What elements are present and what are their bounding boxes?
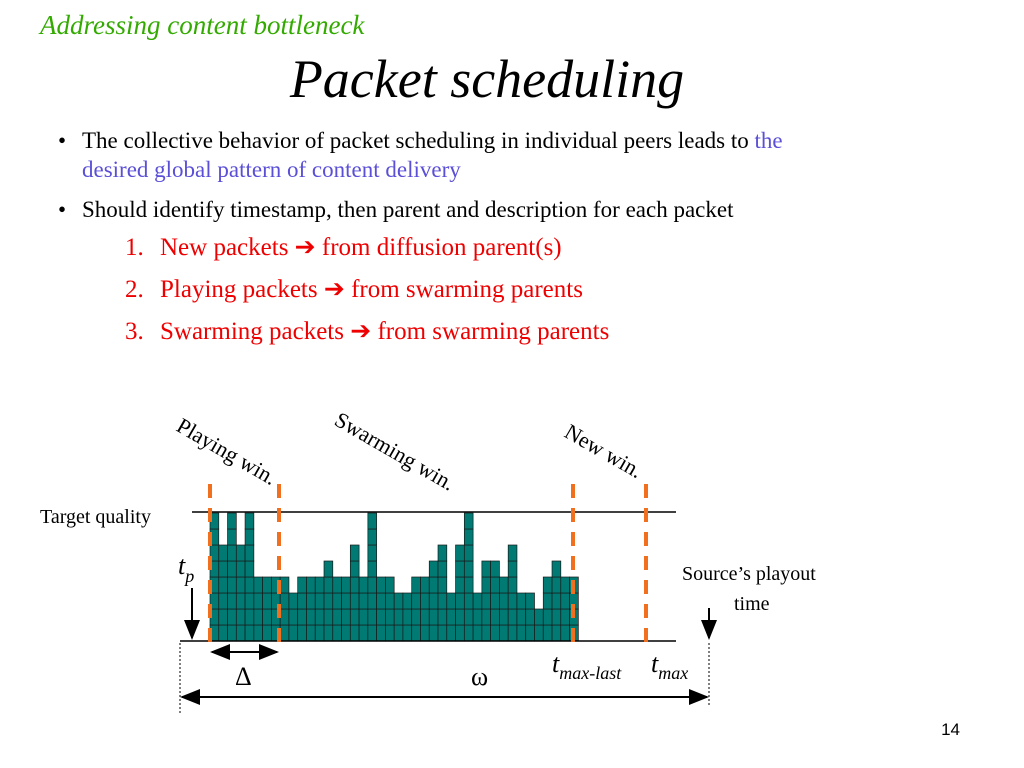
packet-block bbox=[245, 529, 254, 545]
packet-block bbox=[456, 625, 465, 641]
packet-block bbox=[350, 577, 359, 593]
packet-block bbox=[473, 609, 482, 625]
packet-block bbox=[491, 561, 500, 577]
packet-block bbox=[245, 593, 254, 609]
packet-block bbox=[464, 561, 473, 577]
packet-block bbox=[263, 609, 272, 625]
packet-block bbox=[263, 593, 272, 609]
slide-title: Packet scheduling bbox=[289, 49, 685, 109]
arrow-icon: ➔ bbox=[323, 276, 345, 303]
bullet-marker: • bbox=[58, 128, 67, 153]
packet-block bbox=[526, 625, 535, 641]
packet-block bbox=[526, 609, 535, 625]
source-playout-label-line2: time bbox=[734, 593, 770, 615]
source-playout-label-line1: Source’s playout bbox=[682, 563, 816, 585]
packet-block bbox=[517, 593, 526, 609]
item-source: New packets bbox=[160, 234, 289, 261]
item-parent: from swarming parents bbox=[377, 318, 610, 345]
packet-block bbox=[254, 625, 263, 641]
packet-block bbox=[315, 625, 324, 641]
packet-block bbox=[289, 609, 298, 625]
packet-block bbox=[333, 625, 342, 641]
packet-block bbox=[403, 593, 412, 609]
packet-block bbox=[561, 609, 570, 625]
packet-block bbox=[508, 593, 517, 609]
packet-block bbox=[429, 609, 438, 625]
playing-window-label: Playing win. bbox=[172, 412, 282, 490]
packet-block bbox=[245, 577, 254, 593]
item-parent: from diffusion parent(s) bbox=[321, 234, 562, 261]
bullet-1-text: The collective behavior of packet scheduling in individual peers leads to bbox=[82, 128, 755, 153]
item-number: 1. bbox=[125, 234, 144, 261]
tmax-last-label: $t_{max-last}$ bbox=[552, 649, 622, 683]
item-source: Playing packets bbox=[160, 276, 318, 303]
packet-block bbox=[324, 577, 333, 593]
arrow-icon: ➔ bbox=[350, 318, 372, 345]
packet-block bbox=[245, 609, 254, 625]
packet-block bbox=[508, 577, 517, 593]
packet-block bbox=[561, 593, 570, 609]
packet-block bbox=[359, 625, 368, 641]
packet-block bbox=[298, 625, 307, 641]
bullet-marker: • bbox=[58, 197, 67, 222]
packet-block bbox=[228, 609, 237, 625]
packet-block bbox=[491, 577, 500, 593]
packet-block bbox=[385, 577, 394, 593]
packet-block bbox=[245, 561, 254, 577]
packet-block bbox=[228, 513, 237, 529]
packet-block bbox=[219, 545, 228, 561]
packet-block bbox=[385, 593, 394, 609]
packet-block bbox=[298, 577, 307, 593]
packet-block bbox=[438, 609, 447, 625]
packet-block bbox=[228, 577, 237, 593]
packet-block bbox=[333, 593, 342, 609]
packet-block bbox=[219, 561, 228, 577]
item-parent: from swarming parents bbox=[351, 276, 583, 303]
packet-block bbox=[543, 625, 552, 641]
packet-block bbox=[403, 609, 412, 625]
packet-block bbox=[482, 577, 491, 593]
packet-block bbox=[508, 609, 517, 625]
packet-block bbox=[552, 577, 561, 593]
target-quality-label: Target quality bbox=[40, 506, 151, 528]
arrow-icon: ➔ bbox=[294, 234, 316, 261]
packet-block bbox=[508, 561, 517, 577]
packet-block bbox=[464, 513, 473, 529]
packet-block bbox=[429, 593, 438, 609]
item-source: Swarming packets bbox=[160, 318, 344, 345]
packet-block bbox=[526, 593, 535, 609]
packet-block bbox=[438, 593, 447, 609]
packet-block bbox=[508, 625, 517, 641]
packet-block bbox=[561, 577, 570, 593]
packet-block bbox=[342, 625, 351, 641]
packet-block bbox=[394, 609, 403, 625]
packet-block bbox=[298, 593, 307, 609]
packet-block bbox=[324, 609, 333, 625]
packet-block bbox=[412, 625, 421, 641]
item-number: 2. bbox=[125, 276, 144, 303]
packet-block bbox=[464, 593, 473, 609]
packet-block bbox=[420, 577, 429, 593]
packet-block bbox=[499, 609, 508, 625]
packet-block bbox=[254, 593, 263, 609]
packet-block bbox=[368, 577, 377, 593]
packet-block bbox=[350, 609, 359, 625]
packet-block bbox=[377, 593, 386, 609]
packet-block bbox=[245, 545, 254, 561]
packet-block bbox=[464, 577, 473, 593]
packet-block bbox=[482, 561, 491, 577]
packet-block bbox=[306, 609, 315, 625]
delta-label: Δ bbox=[235, 662, 252, 691]
packet-block bbox=[543, 593, 552, 609]
packet-block bbox=[491, 609, 500, 625]
packet-block bbox=[543, 609, 552, 625]
packet-block bbox=[359, 593, 368, 609]
packet-block bbox=[447, 625, 456, 641]
packet-block bbox=[219, 593, 228, 609]
packet-block bbox=[438, 625, 447, 641]
packet-block bbox=[236, 593, 245, 609]
packet-block bbox=[438, 545, 447, 561]
packet-block bbox=[412, 577, 421, 593]
packet-block bbox=[228, 593, 237, 609]
item-number: 3. bbox=[125, 318, 144, 345]
packet-block bbox=[263, 577, 272, 593]
packet-block bbox=[306, 625, 315, 641]
packet-block bbox=[377, 609, 386, 625]
packet-block bbox=[280, 625, 289, 641]
packet-block bbox=[350, 545, 359, 561]
packet-block bbox=[482, 625, 491, 641]
packet-block bbox=[333, 609, 342, 625]
packet-block bbox=[552, 609, 561, 625]
packet-block bbox=[342, 609, 351, 625]
packet-block bbox=[350, 561, 359, 577]
packet-block bbox=[394, 593, 403, 609]
packet-block bbox=[236, 561, 245, 577]
packet-block bbox=[377, 625, 386, 641]
packet-block bbox=[482, 593, 491, 609]
packet-block bbox=[385, 609, 394, 625]
packet-block bbox=[324, 593, 333, 609]
packet-block bbox=[438, 577, 447, 593]
packet-block bbox=[219, 609, 228, 625]
omega-label: ω bbox=[471, 662, 489, 691]
packet-block bbox=[289, 625, 298, 641]
packet-block bbox=[298, 609, 307, 625]
packet-block bbox=[245, 513, 254, 529]
new-window-label: New win. bbox=[560, 418, 648, 484]
packet-block bbox=[245, 625, 254, 641]
packet-block bbox=[280, 577, 289, 593]
packet-block bbox=[228, 545, 237, 561]
packet-block bbox=[561, 625, 570, 641]
packet-block bbox=[342, 593, 351, 609]
packet-block bbox=[456, 593, 465, 609]
packet-block bbox=[359, 577, 368, 593]
bullet-2-text: Should identify timestamp, then parent and description for each packet bbox=[82, 197, 734, 222]
packet-block bbox=[552, 593, 561, 609]
packet-block bbox=[429, 561, 438, 577]
bullet-1-highlight-b: desired global pattern of content delivery bbox=[82, 157, 461, 182]
packet-block bbox=[385, 625, 394, 641]
packet-block bbox=[552, 625, 561, 641]
packet-block bbox=[254, 609, 263, 625]
packet-block bbox=[228, 561, 237, 577]
packet-block bbox=[429, 577, 438, 593]
packet-block bbox=[324, 625, 333, 641]
packet-block bbox=[280, 609, 289, 625]
packet-block bbox=[368, 609, 377, 625]
packet-block bbox=[254, 577, 263, 593]
packet-block bbox=[420, 593, 429, 609]
packet-block bbox=[368, 561, 377, 577]
packet-block bbox=[456, 577, 465, 593]
packet-block bbox=[552, 561, 561, 577]
packet-block bbox=[517, 625, 526, 641]
packet-block bbox=[368, 625, 377, 641]
packet-block bbox=[368, 545, 377, 561]
slide-subtitle: Addressing content bottleneck bbox=[40, 10, 365, 40]
packet-block bbox=[403, 625, 412, 641]
packet-block bbox=[420, 625, 429, 641]
packet-block bbox=[306, 577, 315, 593]
packet-block bbox=[306, 593, 315, 609]
packet-block bbox=[464, 529, 473, 545]
packet-block bbox=[368, 513, 377, 529]
packet-block bbox=[368, 529, 377, 545]
packet-bars bbox=[210, 513, 578, 641]
packet-block bbox=[412, 609, 421, 625]
packet-block bbox=[289, 593, 298, 609]
packet-block bbox=[377, 577, 386, 593]
packet-block bbox=[534, 625, 543, 641]
packet-block bbox=[263, 625, 272, 641]
packet-block bbox=[342, 577, 351, 593]
packet-block bbox=[228, 529, 237, 545]
packet-block bbox=[517, 609, 526, 625]
packet-block bbox=[499, 593, 508, 609]
packet-block bbox=[473, 593, 482, 609]
packet-block bbox=[464, 545, 473, 561]
packet-block bbox=[236, 609, 245, 625]
packet-block bbox=[228, 625, 237, 641]
packet-block bbox=[464, 625, 473, 641]
packet-block bbox=[324, 561, 333, 577]
packet-block bbox=[359, 609, 368, 625]
packet-block bbox=[491, 625, 500, 641]
swarming-window-label: Swarming win. bbox=[330, 406, 460, 496]
packet-block bbox=[420, 609, 429, 625]
bullet-1-highlight-a: the bbox=[754, 128, 783, 153]
packet-block bbox=[447, 609, 456, 625]
packet-block bbox=[350, 593, 359, 609]
packet-block bbox=[219, 577, 228, 593]
packet-block bbox=[447, 593, 456, 609]
packet-block bbox=[236, 625, 245, 641]
page-number: 14 bbox=[941, 720, 960, 739]
packet-block bbox=[499, 577, 508, 593]
packet-block bbox=[394, 625, 403, 641]
packet-block bbox=[315, 593, 324, 609]
packet-block bbox=[412, 593, 421, 609]
packet-block bbox=[456, 609, 465, 625]
packet-block bbox=[438, 561, 447, 577]
packet-block bbox=[456, 561, 465, 577]
tp-label: $t_p$ bbox=[178, 551, 195, 586]
packet-block bbox=[236, 545, 245, 561]
packet-block bbox=[464, 609, 473, 625]
packet-block bbox=[429, 625, 438, 641]
packet-block bbox=[333, 577, 342, 593]
tmax-label: $t_{max}$ bbox=[651, 649, 689, 683]
packet-block bbox=[368, 593, 377, 609]
packet-block bbox=[280, 593, 289, 609]
packet-block bbox=[456, 545, 465, 561]
packet-block bbox=[219, 625, 228, 641]
packet-block bbox=[350, 625, 359, 641]
packet-block bbox=[508, 545, 517, 561]
packet-block bbox=[491, 593, 500, 609]
packet-block bbox=[473, 625, 482, 641]
packet-block bbox=[315, 577, 324, 593]
packet-block bbox=[315, 609, 324, 625]
packet-block bbox=[534, 609, 543, 625]
packet-block bbox=[499, 625, 508, 641]
packet-block bbox=[236, 577, 245, 593]
packet-block bbox=[543, 577, 552, 593]
packet-block bbox=[482, 609, 491, 625]
